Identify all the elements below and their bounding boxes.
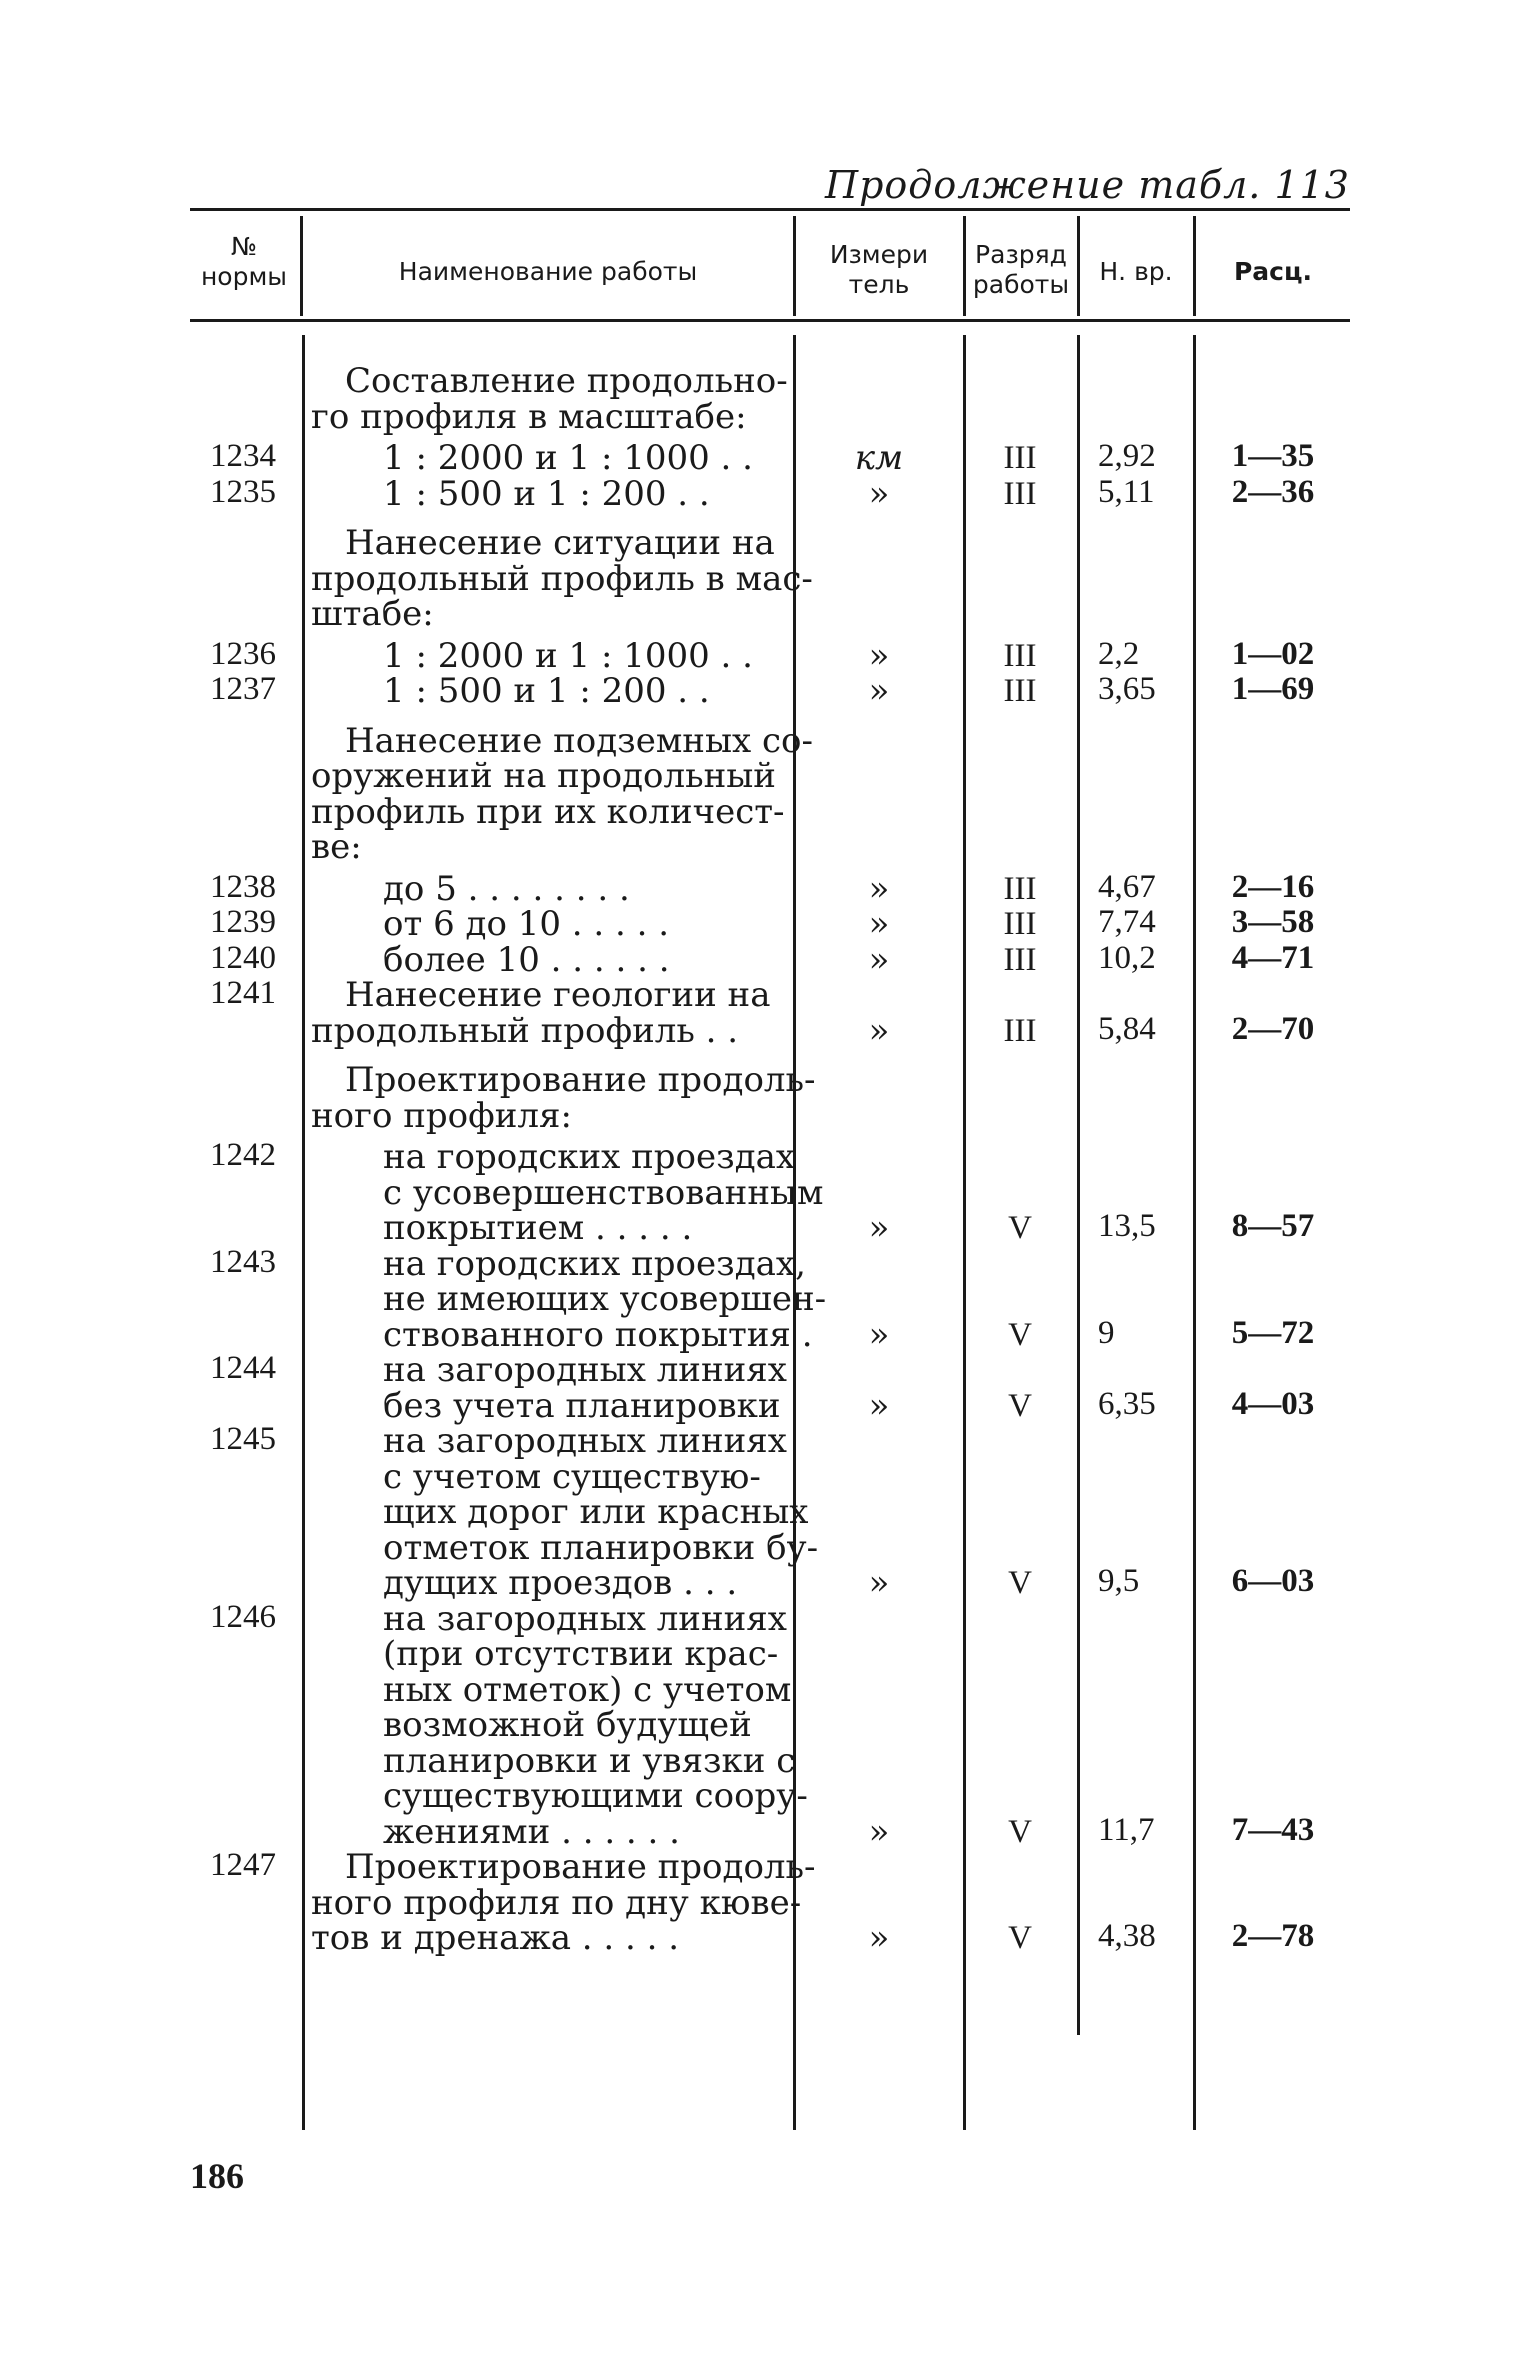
unit-cell: » [868, 1811, 890, 1852]
rate-cell: 2—36 [1231, 473, 1315, 510]
rate-cell: 5—72 [1231, 1314, 1315, 1351]
norm-number: 1234 [210, 438, 276, 474]
work-name-line: го профиля в масштабе: [311, 396, 747, 437]
norm-number: 1242 [210, 1137, 276, 1173]
grade-cell: III [1003, 475, 1037, 512]
header-rate: Расц. [1233, 257, 1313, 286]
work-name-line: продольный профиль . . [311, 1010, 739, 1051]
work-name-line: оружений на продольный [311, 756, 776, 796]
grade-cell: III [1003, 870, 1037, 907]
rate-cell: 7—43 [1231, 1811, 1315, 1848]
work-name-line: ствованного покрытия . [383, 1314, 813, 1355]
header-bottom-rule [190, 319, 1350, 322]
work-name-line: без учета планировки [383, 1385, 781, 1426]
body-divider [1193, 335, 1196, 2130]
work-name-line: ного профиля: [311, 1095, 572, 1136]
norm-number: 1237 [210, 671, 276, 707]
norm-number: 1246 [210, 1598, 276, 1635]
header-top-rule [190, 208, 1350, 211]
unit-cell: » [868, 1918, 890, 1958]
work-name-line: на загородных линиях [383, 1421, 787, 1461]
body-divider [302, 335, 305, 2130]
grade-cell: V [1008, 1316, 1032, 1353]
work-name-line: (при отсутствии крас- [383, 1634, 779, 1674]
time-cell: 13,5 [1098, 1208, 1156, 1244]
work-name-line: не имеющих усовершен- [383, 1279, 827, 1319]
rate-cell: 2—78 [1231, 1918, 1315, 1954]
header-unit: Измери тель [829, 240, 929, 299]
header-grade: Разряд работы [972, 240, 1070, 299]
rate-cell: 2—16 [1231, 868, 1315, 905]
time-cell: 2,2 [1098, 635, 1140, 672]
time-cell: 11,7 [1098, 1811, 1155, 1848]
header-time: Н. вр. [1099, 257, 1173, 286]
rate-cell: 3—58 [1231, 904, 1315, 940]
work-name-line: жениями . . . . . . [383, 1811, 680, 1852]
rate-cell: 4—03 [1231, 1385, 1315, 1422]
unit-cell: » [868, 868, 890, 909]
work-name-line: ных отметок) с учетом [383, 1669, 792, 1710]
work-name-line: отметок планировки бу- [383, 1527, 819, 1568]
work-name-line: 1 : 500 и 1 : 200 . . [383, 671, 710, 711]
work-name-line: Составление продольно- [345, 361, 788, 401]
time-cell: 10,2 [1098, 939, 1156, 976]
time-cell: 9 [1098, 1314, 1115, 1351]
rate-cell: 1—35 [1231, 438, 1315, 474]
unit-cell: » [868, 1385, 890, 1426]
work-name-line: профиль при их количест- [311, 791, 785, 832]
time-cell: 5,11 [1098, 473, 1155, 510]
grade-cell: III [1003, 673, 1037, 709]
header-norm: № нормы [200, 232, 288, 291]
unit-cell: » [868, 473, 890, 514]
time-cell: 9,5 [1098, 1563, 1140, 1599]
grade-cell: III [1003, 1012, 1037, 1049]
table-caption: Продолжение табл. 113 [824, 163, 1350, 207]
rate-cell: 1—69 [1231, 671, 1315, 707]
norm-number: 1245 [210, 1421, 276, 1457]
work-name-line: Проектирование продоль- [345, 1060, 816, 1100]
grade-cell: V [1008, 1387, 1032, 1424]
norm-number: 1244 [210, 1350, 276, 1386]
work-name-line: 1 : 2000 и 1 : 1000 . . [383, 635, 753, 676]
header-name: Наименование работы [398, 257, 698, 286]
time-cell: 7,74 [1098, 904, 1156, 940]
work-name-line: продольный профиль в мас- [311, 558, 813, 599]
norm-number: 1241 [210, 975, 276, 1011]
time-cell: 6,35 [1098, 1385, 1156, 1422]
rate-cell: 2—70 [1231, 1010, 1315, 1047]
work-name-line: существующими соору- [383, 1776, 808, 1816]
unit-cell: » [868, 1010, 890, 1051]
work-name-line: до 5 . . . . . . . . [383, 868, 630, 909]
work-name-line: на городских проездах, [383, 1243, 806, 1284]
work-name-line: Нанесение геологии на [345, 975, 771, 1015]
work-name-line: Проектирование продоль- [345, 1847, 816, 1887]
work-name-line: ного профиля по дну кюве- [311, 1882, 802, 1923]
time-cell: 4,38 [1098, 1918, 1156, 1954]
unit-cell: » [868, 1208, 890, 1248]
norm-number: 1235 [210, 473, 276, 510]
unit-cell: » [868, 939, 890, 980]
unit-cell: » [868, 904, 890, 944]
work-name-line: штабе: [311, 594, 434, 634]
grade-cell: III [1003, 637, 1037, 674]
unit-cell: » [868, 671, 890, 711]
work-name-line: Нанесение подземных со- [345, 720, 813, 761]
work-name-line: с усовершенствованным [383, 1172, 824, 1213]
work-name-line: с учетом существую- [383, 1456, 761, 1497]
work-name-line: щих дорог или красных [383, 1492, 809, 1532]
work-name-line: Нанесение ситуации на [345, 523, 775, 563]
unit-cell: » [868, 1563, 890, 1603]
grade-cell: V [1008, 1920, 1032, 1956]
work-name-line: покрытием . . . . . [383, 1208, 693, 1248]
work-name-line: 1 : 2000 и 1 : 1000 . . [383, 438, 753, 478]
norm-number: 1247 [210, 1847, 276, 1883]
page-number: 186 [190, 2156, 244, 2196]
work-name-line: от 6 до 10 . . . . . [383, 904, 670, 944]
grade-cell: III [1003, 941, 1037, 978]
work-name-line: тов и дренажа . . . . . [311, 1918, 680, 1958]
work-name-line: на городских проездах [383, 1137, 796, 1177]
unit-cell: » [868, 635, 890, 676]
time-cell: 5,84 [1098, 1010, 1156, 1047]
rate-cell: 4—71 [1231, 939, 1315, 976]
grade-cell: V [1008, 1210, 1032, 1246]
work-name-line: более 10 . . . . . . [383, 939, 670, 980]
body-divider [1077, 335, 1080, 2035]
rate-cell: 1—02 [1231, 635, 1315, 672]
grade-cell: V [1008, 1813, 1032, 1850]
header-divider [300, 216, 303, 316]
unit-cell: км [854, 438, 904, 478]
grade-cell: V [1008, 1565, 1032, 1601]
work-name-line: возможной будущей [383, 1705, 752, 1745]
work-name-line: ве: [311, 827, 362, 867]
rate-cell: 8—57 [1231, 1208, 1315, 1244]
work-name-line: дущих проездов . . . [383, 1563, 738, 1603]
norm-number: 1238 [210, 868, 276, 905]
work-name-line: на загородных линиях [383, 1598, 787, 1639]
time-cell: 4,67 [1098, 868, 1156, 905]
work-name-line: 1 : 500 и 1 : 200 . . [383, 473, 710, 514]
time-cell: 3,65 [1098, 671, 1156, 707]
grade-cell: III [1003, 440, 1037, 476]
norm-number: 1240 [210, 939, 276, 976]
grade-cell: III [1003, 906, 1037, 942]
norm-number: 1243 [210, 1243, 276, 1280]
norm-number: 1236 [210, 635, 276, 672]
work-name-line: на загородных линиях [383, 1350, 787, 1390]
work-name-line: планировки и увязки с [383, 1740, 796, 1781]
time-cell: 2,92 [1098, 438, 1156, 474]
unit-cell: » [868, 1314, 890, 1355]
norm-number: 1239 [210, 904, 276, 940]
rate-cell: 6—03 [1231, 1563, 1315, 1599]
